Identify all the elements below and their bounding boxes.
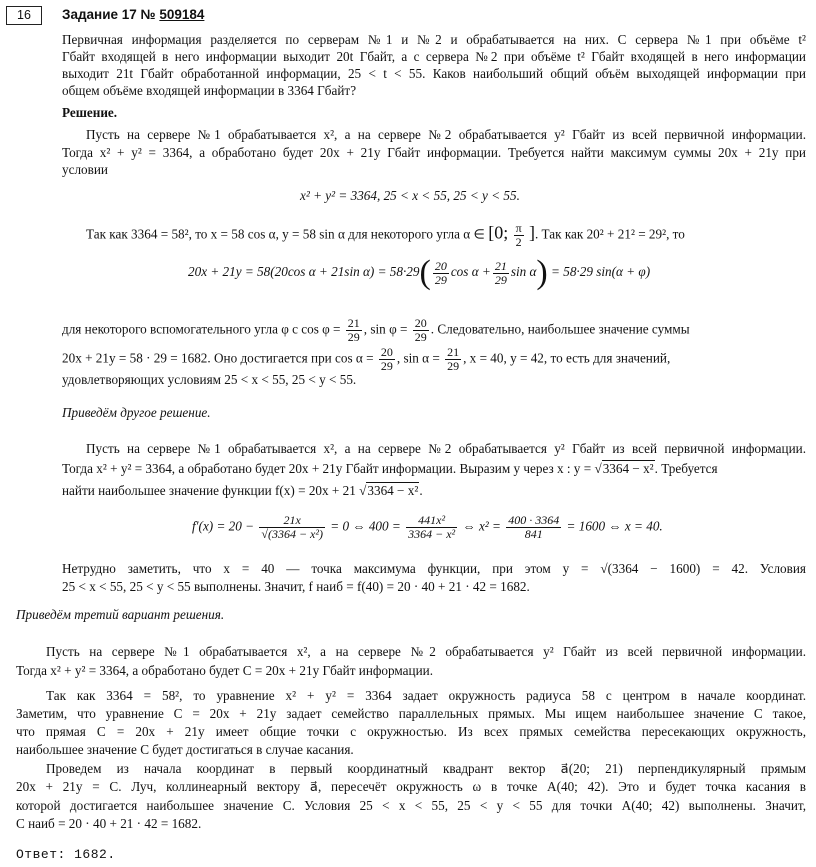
problem-line-1: Первичная информация разделяется по серверам №1 и №2 и обрабатывается на них. С сервера №1 при объёме t²: [62, 32, 806, 47]
solution-p1-line-2: Тогда x² + y² = 3364, а обработано будет 20x + 21y Гбайт информации. Требуется найти максимум суммы 20x + 21y при: [62, 145, 806, 160]
alt3-line-3: Так как 3364 = 58², то уравнение x² + y² = 3364 задает окружность радиуса 58 с центром в начале координат.: [46, 688, 806, 703]
task-title-prefix: Задание 17 №: [62, 7, 156, 22]
task-id-link[interactable]: 509184: [159, 7, 205, 22]
alt2-line-4: Нетрудно заметить, что x = 40 — точка максимума функции, при этом y = √(3364 − 1600) = 42. Условия: [62, 561, 806, 576]
alt2-line-2: Тогда x² + y² = 3364, а обработано будет 20x + 21y Гбайт информации. Выразим y через x : y = √3364 − x². Требуется: [62, 461, 718, 476]
alt2-line-3: найти наибольшее значение функции f(x) = 20x + 21 √3364 − x².: [62, 483, 423, 498]
alt3-line-2: Тогда x² + y² = 3364, а обработано будет C = 20x + 21y Гбайт информации.: [16, 663, 433, 678]
solution-p1-line-3: условии: [62, 162, 108, 177]
main-equation: 20x + 21y = 58(20cos α + 21sin α) = 58·29( $\frac{20}{29}$ cos α + $\frac{21}{29}$ sin α) = 58·29 sin(α + φ): [188, 254, 651, 291]
alt3-line-7: Проведем из начала координат в первый координатный квадрант вектор a⃗(20; 21) перпендикулярный прямым: [46, 761, 806, 776]
solution-p3: для некоторого вспомогательного угла φ с cos φ = $\frac{21}{29}$ , sin φ = $\frac{20}{29}$ . Следовательно, наибольшее значение суммы: [62, 316, 690, 344]
alt3-line-4: Заметим, что уравнение C = 20x + 21y задает семейство параллельных прямых. Мы ищем наибольшее значение C такое,: [16, 706, 806, 721]
alt3-line-1: Пусть на сервере №1 обрабатывается x², а на сервере №2 обрабатывается y² Гбайт из всей первичной информации.: [46, 644, 806, 659]
alt2-heading: Приведём другое решение.: [62, 405, 211, 420]
task-number-box: 16: [6, 6, 42, 25]
problem-line-3: выходит 21t Гбайт обработанной информации, 25 < t < 55. Каков наибольший общий объём выходящей информации при: [62, 66, 806, 81]
alt3-heading: Приведём третий вариант решения.: [16, 607, 225, 622]
alt3-line-6: наибольшее значение C будет достигаться в случае касания.: [16, 742, 354, 757]
alt2-line-1: Пусть на сервере №1 обрабатывается x², а на сервере №2 обрабатывается y² Гбайт из всей первичной информации.: [86, 441, 806, 456]
alt2-line-5: 25 < x < 55, 25 < y < 55 выполнены. Значит, f наиб = f(40) = 20 · 40 + 21 · 42 = 1682.: [62, 579, 530, 594]
answer-label: Ответ:: [16, 847, 66, 862]
problem-line-4: общем объёме входящей информации в 3364 Гбайт?: [62, 83, 357, 98]
condition-formula: x² + y² = 3364, 25 < x < 55, 25 < y < 55.: [300, 188, 520, 203]
alt3-line-10: C наиб = 20 · 40 + 21 · 42 = 1682.: [16, 816, 202, 831]
alt3-line-8: 20x + 21y = C. Луч, коллинеарный вектору a⃗, пересечёт окружность ω в точке A(40; 42). Это и будет точка касания в: [16, 779, 806, 794]
answer-value: 1682.: [74, 847, 116, 862]
solution-p2: Так как 3364 = 58², то x = 58 cos α, y = 58 sin α для некоторого угла α ∈ [0; $\frac{\pi}{2}$ ]. Так как 20² + 21² = 29², то: [86, 221, 685, 249]
derivative-equation: f′(x) = 20 − $\frac{21x}{\text{√(3364 − x²)}}$ = 0 ⇔ 400 = $\frac{\text{441x²}}{\text{3364 − x²}}$ ⇔ x² = $\frac{400 \cdot 3364}{841}$ = 1600 ⇔ x = 40.: [192, 513, 663, 541]
solution-heading: Решение.: [62, 105, 118, 120]
alt3-line-9: которой достигается наибольшее значение C. Условия 25 < x < 55, 25 < y < 55 для точки A(40; 42) выполнены. Значит,: [16, 798, 806, 813]
solution-p4: 20x + 21y = 58 · 29 = 1682. Оно достигается при cos α = $\frac{20}{29}$ , sin α = $\frac{21}{29}$ , x = 40, y = 42, то есть для значений,: [62, 345, 671, 373]
solution-p1-line-1: Пусть на сервере №1 обрабатывается x², а на сервере №2 обрабатывается y² Гбайт из всей первичной информации.: [86, 127, 806, 142]
alt3-line-5: что прямая C = 20x + 21y имеет общие точки с окружностью. Из всех прямых семейства пересекающих окружность,: [16, 724, 806, 739]
task-title: [62, 6, 204, 24]
pi-over-two-fraction: $\frac{\pi}{2}$: [515, 221, 522, 249]
answer: [16, 846, 116, 863]
solution-p5: удовлетворяющих условиям 25 < x < 55, 25 < y < 55.: [62, 372, 357, 387]
problem-line-2: Гбайт входящей в него информации выходит 20t Гбайт, а с сервера №2 при объёме t² Гбайт входящей в него информации: [62, 49, 806, 64]
